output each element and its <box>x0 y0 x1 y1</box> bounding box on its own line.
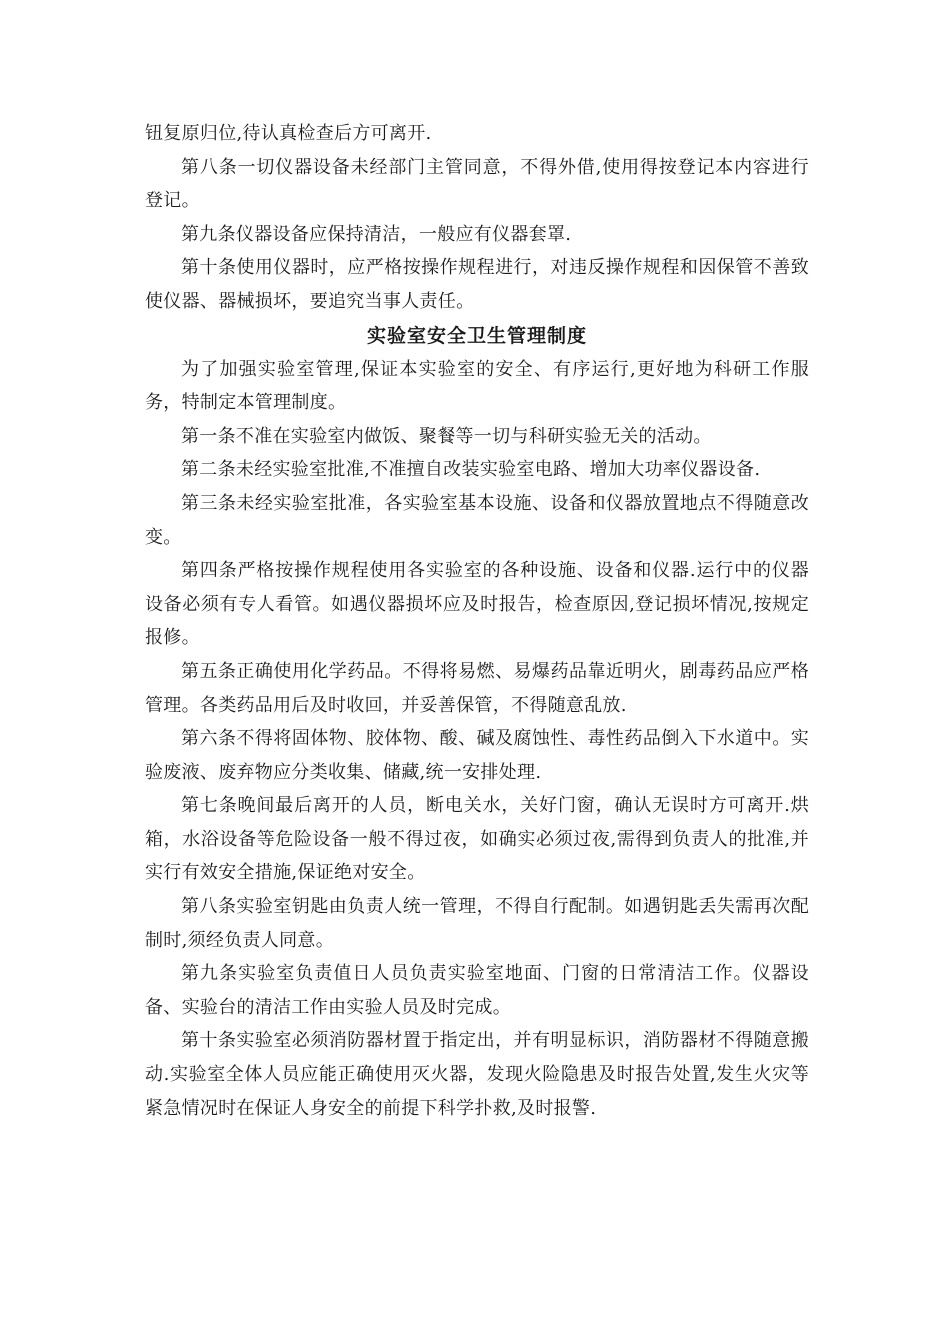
article-8: 第八条实验室钥匙由负责人统一管理，不得自行配制。如遇钥匙丢失需再次配制时,须经负责人同意。 <box>145 896 809 951</box>
article-8-equipment: 第八条一切仪器设备未经部门主管同意，不得外借,使用得按登记本内容进行登记。 <box>145 156 809 212</box>
article-4: 第四条严格按操作规程使用各实验室的各种设施、设备和仪器.运行中的仪器设备必须有专人看管。如遇仪器损坏应及时报告，检查原因,登记损坏情况,按规定报修。 <box>145 560 809 649</box>
article-1: 第一条不准在实验室内做饭、聚餐等一切与科研实验无关的活动。 <box>181 425 712 447</box>
article-2: 第二条未经实验室批准,不准擅自改装实验室电路、增加大功率仪器设备. <box>181 459 761 481</box>
article-6: 第六条不得将固体物、胶体物、酸、碱及腐蚀性、毒性药品倒入下水道中。实验废液、废弃物应分类收集、储藏,统一安排处理. <box>145 728 809 783</box>
article-9-equipment: 第九条仪器设备应保持清洁，一般应有仪器套罩. <box>181 223 572 245</box>
article-3: 第三条未经实验室批准，各实验室基本设施、设备和仪器放置地点不得随意改变。 <box>145 492 809 548</box>
article-7: 第七条晚间最后离开的人员，断电关水，关好门窗，确认无误时方可离开.烘箱，水浴设备等危险设备一般不得过夜，如确实必须过夜,需得到负责人的批准,并实行有效安全措施,保证绝对安全。 <box>145 795 809 884</box>
intro-paragraph: 为了加强实验室管理,保证本实验室的安全、有序运行,更好地为科研工作服务，特制定本管理制度。 <box>145 358 809 414</box>
article-9: 第九条实验室负责值日人员负责实验室地面、门窗的日常清洁工作。仪器设备、实验台的清洁工作由实验人员及时完成。 <box>145 963 809 1018</box>
document-page <box>145 117 809 1125</box>
article-10-equipment: 第十条使用仪器时，应严格按操作规程进行，对违反操作规程和因保管不善致使仪器、器械损坏，要追究当事人责任。 <box>145 257 809 312</box>
article-10: 第十条实验室必须消防器材置于指定出，并有明显标识，消防器材不得随意搬动.实验室全体人员应能正确使用灭火器，发现火险隐患及时报告处置,发生火灾等紧急情况时在保证人身安全的前提下科学扑救,及时报警. <box>145 1030 809 1119</box>
article-5: 第五条正确使用化学药品。不得将易燃、易爆药品靠近明火，剧毒药品应严格管理。各类药品用后及时收回，并妥善保管，不得随意乱放. <box>145 660 809 716</box>
continued-paragraph: 钮复原归位,待认真检查后方可离开. <box>145 123 432 144</box>
section-title: 实验室安全卫生管理制度 <box>366 324 587 347</box>
